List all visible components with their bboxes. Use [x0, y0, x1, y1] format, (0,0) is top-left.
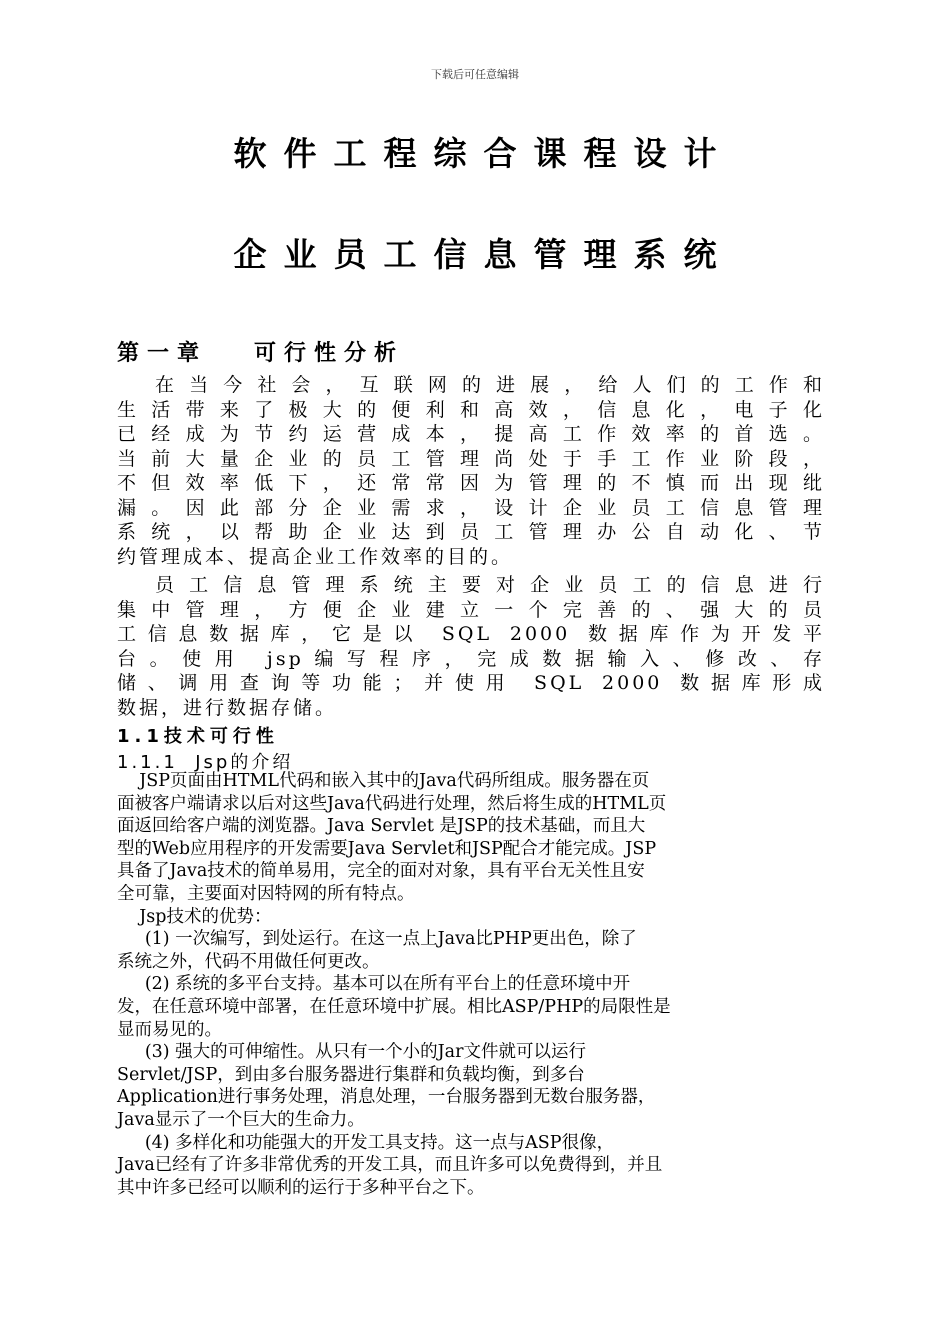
text-line: 数据，进行数据存储。: [117, 696, 338, 719]
text-line: 系统之外，代码不用做任何更改。: [117, 951, 380, 972]
text-line: Jsp技术的优势：: [117, 906, 272, 927]
section-heading-1-1-1: 1.1.1 Jsp的介绍: [117, 752, 294, 773]
text-line: 漏。因此部分企业需求，设计企业员工信息管理: [117, 496, 825, 519]
section-heading-1-1: 1.1技术可行性: [117, 726, 279, 747]
text-line: 具备了Java技术的简单易用，完全的面对对象，具有平台无关性且安: [117, 861, 645, 882]
system-title: 企业员工信息管理系统: [233, 235, 734, 274]
text-line: 当前大量企业的员工管理尚处于手工作业阶段，: [117, 447, 825, 470]
text-line: 集中管理，方便企业建立一个完善的、强大的员: [117, 598, 825, 621]
text-line: Java显示了一个巨大的生命力。: [117, 1109, 365, 1130]
paragraph-intro: [117, 373, 825, 569]
header-note: 下载后可任意编辑: [431, 68, 519, 81]
text-line: 不但效率低下，还常常因为管理的不慎而出现纰: [117, 472, 825, 494]
text-line: 员工信息管理系统主要对企业员工的信息进行: [155, 574, 825, 596]
text-line: 型的Web应用程序的开发需要Java Servlet和JSP配合才能完成。JSP: [117, 838, 657, 859]
paragraph-system-overview: [117, 573, 825, 720]
text-line: (2) 系统的多平台支持。基本可以在所有平台上的任意环境中开: [117, 974, 631, 995]
text-line: 储、调用查询等功能；并使用 SQL 2000 数据库形成: [117, 672, 825, 694]
text-line: Java已经有了许多非常优秀的开发工具，而且许多可以免费得到，并且: [117, 1155, 663, 1176]
text-line: 其中许多已经可以顺利的运行于多种平台之下。: [117, 1177, 485, 1198]
chapter-heading: 第一章 可行性分析: [117, 341, 404, 366]
text-line: Servlet/JSP，到由多台服务器进行集群和负载均衡，到多台: [117, 1064, 585, 1085]
text-line: 全可靠，主要面对因特网的所有特点。: [117, 883, 415, 904]
text-line: 发，在任意环境中部署，在任意环境中扩展。相比ASP/PHP的局限性是: [117, 996, 671, 1017]
text-line: (3) 强大的可伸缩性。从只有一个小的Jar文件就可以运行: [117, 1042, 586, 1063]
text-line: Application进行事务处理，消息处理，一台服务器到无数台服务器，: [117, 1087, 656, 1108]
text-line: 在当今社会，互联网的进展，给人们的工作和: [155, 374, 825, 396]
text-line: 已经成为节约运营成本，提高工作效率的首选。: [117, 423, 825, 445]
text-line: 工信息数据库，它是以 SQL 2000 数据库作为开发平: [117, 623, 825, 645]
text-line: 面返回给客户端的浏览器。Java Servlet 是JSP的技术基础，而且大: [117, 816, 646, 837]
text-line: 台。使用 jsp编写程序，完成数据输入、修改、存: [117, 647, 825, 670]
text-line: 面被客户端请求以后对这些Java代码进行处理，然后将生成的HTML页: [117, 793, 667, 814]
text-line: 约管理成本、提高企业工作效率的目的。: [117, 545, 514, 568]
text-line: (1) 一次编写，到处运行。在这一点上Java比PHP更出色，除了: [117, 929, 637, 950]
text-line: JSP页面由HTML代码和嵌入其中的Java代码所组成。服务器在页: [117, 771, 650, 791]
text-line: 生活带来了极大的便利和高效，信息化，电子化: [117, 398, 825, 421]
text-line: 系统，以帮助企业达到员工管理办公自动化、节: [117, 521, 825, 543]
course-title: 软件工程综合课程设计: [233, 134, 734, 173]
text-line: (4) 多样化和功能强大的开发工具支持。这一点与ASP很像，: [117, 1132, 615, 1153]
jsp-description: [117, 770, 831, 1199]
text-line: 显而易见的。: [117, 1019, 222, 1040]
